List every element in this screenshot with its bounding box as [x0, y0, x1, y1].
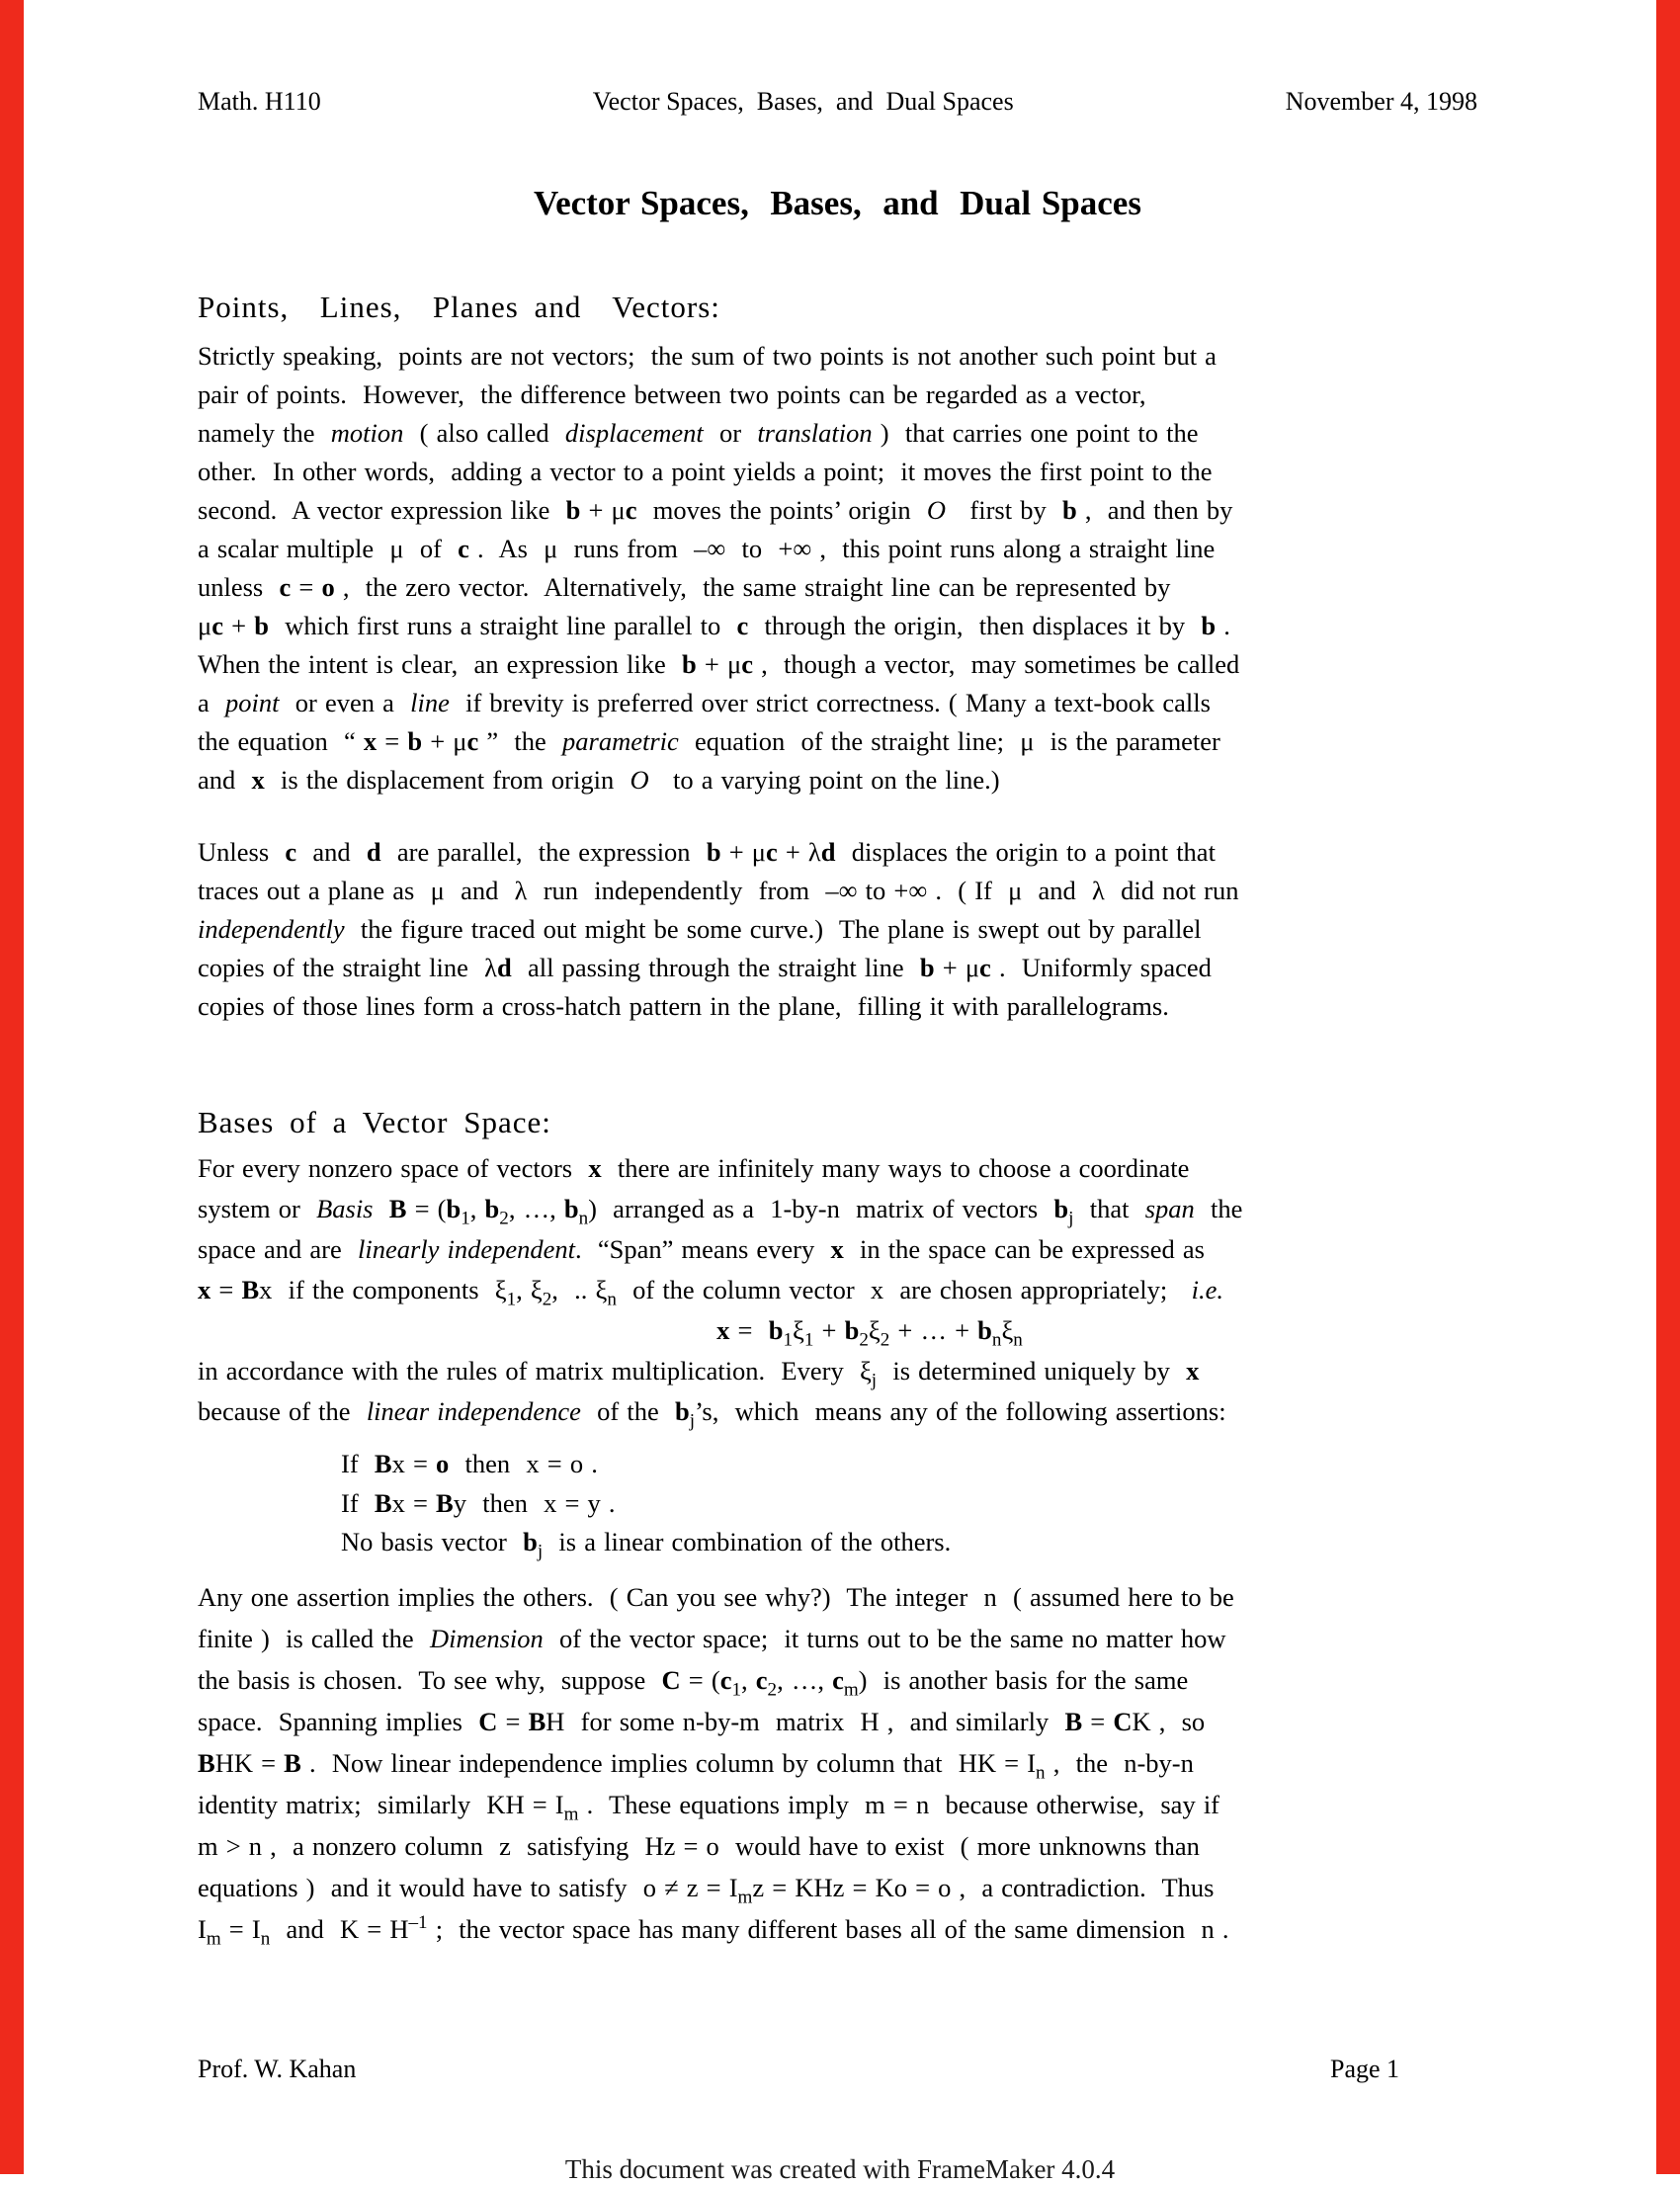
- text-line: For every nonzero space of vectors x there are infinitely many ways to choose a coordinate: [198, 1153, 1190, 1183]
- header-running-title: Vector Spaces, Bases, and Dual Spaces: [592, 87, 1014, 116]
- text-line: namely the motion ( also called displacement or translation ) that carries one point to the: [198, 418, 1199, 448]
- text-line: because of the linear independence of the $b_j’s$, which means any of the following assertions:: [198, 1396, 1226, 1432]
- text-line: x = Bx if the components $\xi_1$, $\xi_2$, .. $\xi_n$ of the column vector x are chosen appropriately; i.e.: [198, 1275, 1223, 1310]
- text-line: traces out a plane as μ and λ run independently from –∞ to +∞ . ( If μ and λ did not run: [198, 876, 1239, 905]
- header-course: Math. H110: [198, 87, 321, 116]
- document-title: Vector Spaces, Bases, and Dual Spaces: [534, 184, 1141, 222]
- text-line: m > n , a nonzero column z satisfying Hz = o would have to exist ( more unknowns than: [198, 1831, 1200, 1861]
- text-line: in accordance with the rules of matrix multiplication. Every $\xi_j$ is determined uniquely by x: [198, 1356, 1200, 1391]
- header-date: November 4, 1998: [1285, 87, 1477, 116]
- footer-page-number: Page 1: [1330, 2055, 1400, 2083]
- paragraph-bases-intro: [198, 1148, 1542, 1432]
- text-line: space and are linearly independent. “Span” means every x in the space can be expressed as: [198, 1234, 1205, 1264]
- text-line: unless c = o , the zero vector. Alternatively, the same straight line can be represented by: [198, 572, 1171, 602]
- framemaker-watermark: This document was created with FrameMaker 4.0.4: [564, 2154, 1116, 2184]
- section-heading-points-lines-planes-vectors: Points, Lines, Planes and Vectors:: [198, 290, 720, 324]
- bases-after-equation-lines: [198, 1351, 1542, 1432]
- paragraph-points-1: [198, 337, 1542, 799]
- text-line: and x is the displacement from origin O to a varying point on the line.): [198, 765, 1000, 795]
- text-line: finite ) is called the Dimension of the vector space; it turns out to be the same no matter how: [198, 1624, 1226, 1653]
- text-line: independently the figure traced out might be some curve.) The plane is swept out by parallel: [198, 914, 1202, 944]
- text-line: equations ) and it would have to satisfy $o \ne z = I_mz$ = KHz = Ko = o , a contradiction. Thus: [198, 1873, 1215, 1908]
- text-line: BHK = B . Now linear independence implies column by column that HK = $I_n$ , the n-by-n: [198, 1748, 1194, 1784]
- text-line: the equation “ x = b + μc ” the parametric equation of the straight line; μ is the parameter: [198, 726, 1220, 756]
- section-heading-bases: Bases of a Vector Space:: [198, 1105, 551, 1139]
- bases-intro-lines: [198, 1148, 1542, 1310]
- text-line: Unless c and d are parallel, the expression b + μc + λd displaces the origin to a point that: [198, 837, 1216, 867]
- basis-expansion-equation: $x = b_1\xi_1 + b_2\xi_2$ + … + $b_n\xi_n$: [716, 1315, 1023, 1351]
- text-line: $I_m = I_n$ and $K = H^{-1}$ ; the vector space has many different bases all of the same dimension n .: [198, 1912, 1229, 1950]
- running-header: [198, 87, 1477, 117]
- text-line: If Bx = By then x = y .: [341, 1487, 616, 1518]
- text-line: Any one assertion implies the others. ( Can you see why?) The integer n ( assumed here to be: [198, 1582, 1234, 1612]
- text-line: second. A vector expression like b + μc moves the points’ origin O first by b , and then by: [198, 495, 1233, 525]
- text-line: No basis vector $b_j$ is a linear combination of the others.: [341, 1527, 952, 1562]
- text-line: other. In other words, adding a vector to a point yields a point; it moves the first point to the: [198, 457, 1213, 486]
- text-line: a point or even a line if brevity is preferred over strict correctness. ( Many a text-book calls: [198, 688, 1211, 717]
- text-line: μc + b which first runs a straight line parallel to c through the origin, then displaces it by b .: [198, 611, 1230, 640]
- text-line: space. Spanning implies C = BH for some n-by-m matrix H , and similarly B = CK , so: [198, 1707, 1206, 1736]
- text-line: a scalar multiple μ of c . As μ runs from –∞ to +∞ , this point runs along a straight line: [198, 534, 1216, 563]
- text-line: copies of those lines form a cross-hatch pattern in the plane, filling it with parallelograms.: [198, 991, 1169, 1021]
- text-line: system or Basis $B = (b_1$, $b_2$, …, $b_n$) arranged as a 1-by-n matrix of vectors $b_j$ that span the: [198, 1194, 1243, 1229]
- paragraph-dimension: [198, 1576, 1542, 1950]
- footer-author: Prof. W. Kahan: [198, 2055, 357, 2083]
- independence-assertions-list: [198, 1445, 1542, 1562]
- text-line: pair of points. However, the difference between two points can be regarded as a vector,: [198, 379, 1146, 409]
- text-line: copies of the straight line λd all passing through the straight line b + μc . Uniformly spaced: [198, 953, 1212, 982]
- text-line: identity matrix; similarly KH = $I_m$ . These equations imply m = n because otherwise, say if: [198, 1790, 1220, 1825]
- text-line: Strictly speaking, points are not vectors; the sum of two points is not another such point but a: [198, 341, 1217, 371]
- text-line: When the intent is clear, an expression like b + μc , though a vector, may sometimes be called: [198, 649, 1240, 679]
- text-line: the basis is chosen. To see why, suppose $C = (c_1$, $c_2$, …, $c_m$) is another basis for the same: [198, 1665, 1189, 1701]
- text-line: If Bx = o then x = o .: [341, 1449, 598, 1478]
- right-edge-strip: [1656, 0, 1680, 2174]
- left-edge-strip: [0, 0, 24, 2174]
- paragraph-points-2: [198, 833, 1542, 1026]
